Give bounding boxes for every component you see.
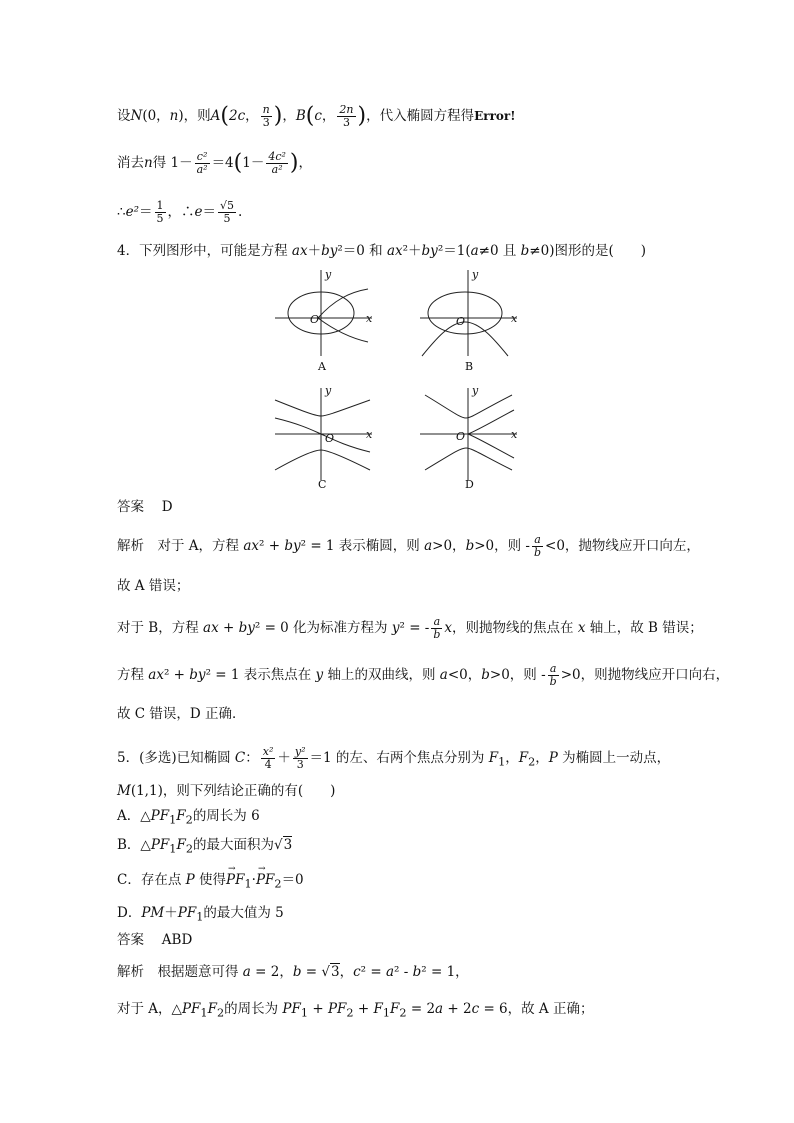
- svg-text:O: O: [325, 432, 335, 445]
- origin-label: O: [310, 313, 320, 326]
- option-c: C．存在点 P 使得→ $PF_1\cdot\to PF_2=0$: [117, 870, 304, 895]
- explanation-4-line-5: 故 C 错误，D 正确．: [117, 706, 246, 722]
- fraction: $\frac{a}{b}$: [433, 615, 441, 641]
- fraction: $\frac{a}{b}$: [549, 662, 557, 688]
- fraction: $\frac{n}{3}$: [262, 103, 270, 129]
- fraction: $\frac{2n}{3}$: [339, 103, 354, 129]
- error-text: Error!: [474, 109, 516, 123]
- fraction: $\frac{\text{y²}}{3}$: [294, 745, 306, 771]
- text: 设: [117, 108, 131, 124]
- svg-text:y: y: [472, 268, 479, 281]
- axis-label: x: [366, 312, 373, 325]
- solution-line-2: 消去n得 1－ $\frac{\text{c²}}{\text{a²}}$ ＝4(1－ $\frac{\text{4c²}}{\text{a²}}$ )，: [117, 150, 313, 176]
- answer-5: 答案 ABD: [117, 932, 193, 948]
- svg-text:x: x: [511, 312, 518, 325]
- fraction: $\frac{1}{5}$: [156, 199, 164, 225]
- fraction: $\frac{\text{4c²}}{\text{a²}}$: [268, 150, 286, 176]
- explanation-5-line-2: 对于 A，$\triangle PF_1F_2$的周长为 $PF_1 + PF_2 + F_1F_2 = 2a + 2c = 6$，故 A 正确；: [117, 1001, 594, 1020]
- question-5-line-2: M(1,1)，则下列结论正确的有( ): [117, 783, 336, 799]
- solution-line-3: ∴e²＝ $\frac{1}{5}$ ，∴e＝ $\frac{√5}{5}$ .: [117, 199, 243, 225]
- fraction: $\frac{\text{x²}}{4}$: [262, 745, 274, 771]
- answer-4: 答案 D: [117, 499, 173, 515]
- explanation-4-line-3: 对于 B，方程 ax + by² = 0 化为标准方程为 y² = - $\frac{a}{b}$ x，则抛物线的焦点在 x 轴上，故 B 错误；: [117, 615, 703, 641]
- figure-label: D: [465, 478, 474, 491]
- figure-grid: [0, 262, 794, 492]
- explanation-4-line-4: 方程 ax² + by² = 1 表示焦点在 y 轴上的双曲线，则 a<0，b>0，则 - $\frac{a}{b}$ >0，则抛物线应开口向右，: [117, 662, 730, 688]
- paren: (: [220, 103, 229, 129]
- option-b: B．$\triangle PF_1F_2$的最大面积为√3: [117, 837, 293, 856]
- svg-text:O: O: [456, 430, 466, 443]
- explanation-4-line-2: 故 A 错误；: [117, 578, 190, 594]
- figure-b: [420, 270, 517, 356]
- svg-text:y: y: [325, 384, 332, 397]
- question-5-stem: 5．(多选)已知椭圆 C： $\frac{\text{x²}}{4}$ ＋ $\frac{\text{y²}}{3}$ ＝1 的左、右两个焦点分别为 $F_1$，$F_2$，P 为椭圆上一动点，: [117, 745, 671, 771]
- fraction: $\frac{√5}{5}$: [220, 199, 235, 225]
- option-d: D．$PM+PF_1$的最大值为 5: [117, 905, 284, 924]
- figure-label: A: [318, 360, 326, 373]
- figure-label: C: [318, 478, 327, 491]
- figure-a: [275, 270, 372, 356]
- svg-text:y: y: [472, 384, 479, 397]
- fraction: $\frac{a}{b}$: [533, 533, 542, 559]
- figure-d: [420, 388, 517, 480]
- svg-text:x: x: [366, 428, 373, 441]
- svg-text:O: O: [456, 315, 466, 328]
- var: n: [169, 108, 179, 124]
- text: )，则: [178, 108, 211, 124]
- figure-c: [275, 388, 372, 480]
- solution-line-1: 设N(0，n)，则A(2c， $\frac{n}{3}$ )，B(c， $\frac{2n}{3}$ )，代入椭圆方程得Error!: [117, 103, 516, 129]
- var: B: [295, 108, 306, 124]
- figure-label: B: [465, 360, 474, 373]
- var: 2c: [229, 108, 246, 124]
- fraction: $\frac{\text{c²}}{\text{a²}}$: [196, 150, 208, 176]
- explanation-4-line-1: 解析 对于 A，方程 ax² + by² = 1 表示椭圆，则 a>0，b>0，则 - $\frac{a}{b}$ <0，抛物线应开口向左，: [117, 533, 700, 559]
- svg-text:x: x: [511, 428, 518, 441]
- var: A: [210, 108, 221, 124]
- axis-label: y: [325, 268, 332, 281]
- question-4-stem: 4．下列图形中，可能是方程 ax＋by²＝0 和 ax²＋by²＝1(a≠0 且 b≠0)图形的是( ): [117, 243, 646, 259]
- text: (0，: [142, 108, 170, 124]
- option-a: A．$\triangle PF_1F_2$的周长为 6: [117, 808, 260, 827]
- explanation-5-line-1: 解析 根据题意可得 a = 2，b = √3，c² = a² - b² = 1，: [117, 964, 469, 980]
- var: N: [130, 108, 143, 124]
